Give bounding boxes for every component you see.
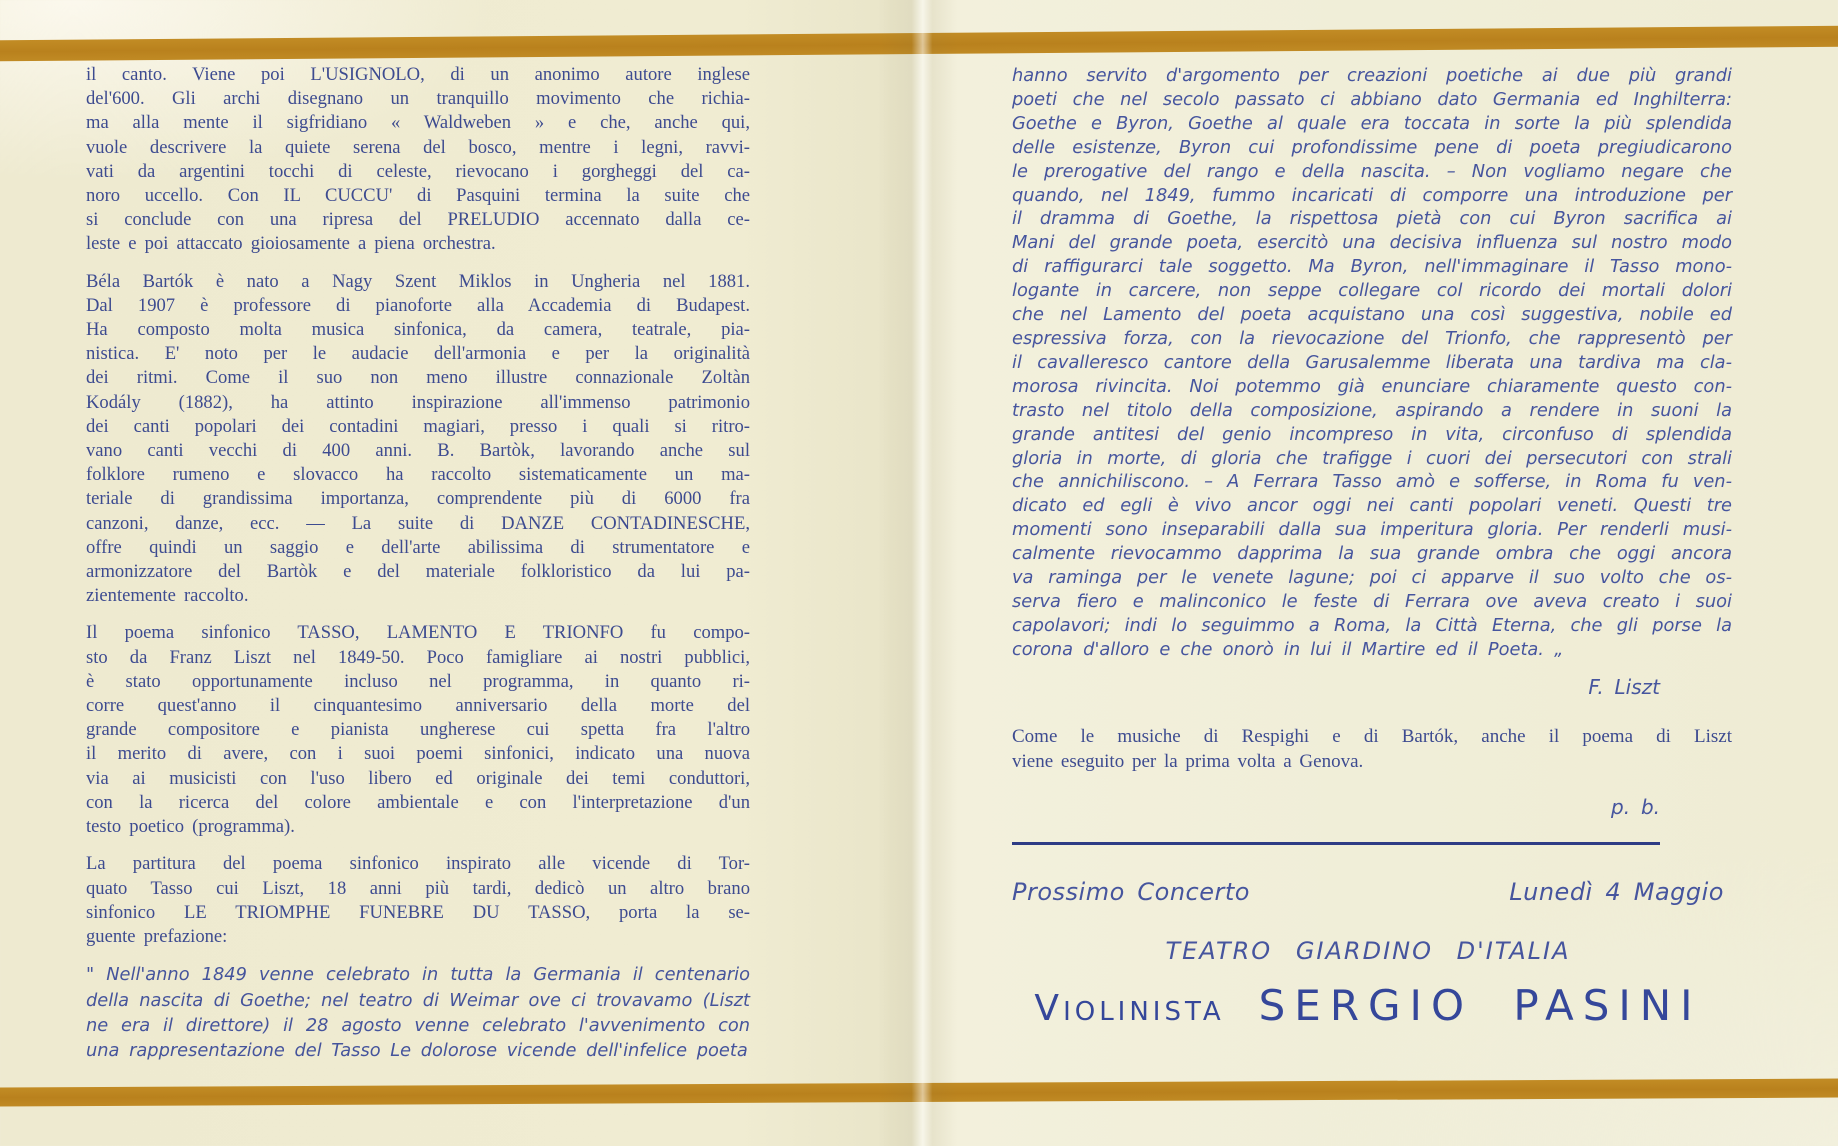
text-line: momenti sono inseparabili dalla sua imperitura gloria. Per renderli musi- xyxy=(1012,519,1732,541)
text-line: Dal 1907 è professore di pianoforte alla Accademia di Budapest. xyxy=(86,294,750,316)
liszt-preface-quote xyxy=(1012,64,1732,662)
text-line: quato Tasso cui Liszt, 18 anni più tardi, dedicò un altro brano xyxy=(86,877,750,899)
text-line: grande compositore e pianista ungherese cui spetta fra l'altro xyxy=(86,719,750,741)
text-line: corre quest'anno il cinquantesimo anniversario della morte del xyxy=(86,695,750,717)
text-line: testo poetico (programma). xyxy=(86,816,295,838)
text-line: nistica. E' noto per le audacie dell'armonia e per la originalità xyxy=(86,343,750,365)
text-line: corona d'alloro e che onorò in lui il Martire ed il Poeta. „ xyxy=(1012,638,1564,660)
paragraph-liszt-preface-start xyxy=(86,962,750,1064)
text-line: di raffigurarci tale soggetto. Ma Byron, nell'immaginare il Tasso mono- xyxy=(1012,256,1732,278)
text-line: delle esistenze, Byron cui profondissime pene di poeta pregiudicarono xyxy=(1012,136,1732,158)
text-line: calmente rievocammo dapprima la sua grande ombra che oggi ancora xyxy=(1012,543,1732,565)
text-line: capolavori; indi lo seguimmo a Roma, la Città Eterna, che gli porse la xyxy=(1012,614,1732,636)
gold-band-bottom xyxy=(0,1078,1838,1106)
text-line: il canto. Viene poi L'USIGNOLO, di un anonimo autore inglese xyxy=(86,64,750,85)
text-line: ma alla mente il sigfridiano « Waldweben » e che, anche qui, xyxy=(86,112,750,134)
text-line: morosa rivincita. Noi potemmo già enunciare chiaramente questo con- xyxy=(1012,375,1732,397)
text-line: trasto nel titolo della composizione, aspirando a rendere in suoni la xyxy=(1012,399,1732,421)
text-line: che annichiliscono. – A Ferrara Tasso amò e sofferse, in Roma fu ven- xyxy=(1012,471,1732,493)
text-line: zientemente raccolto. xyxy=(86,585,249,607)
text-line: sinfonico LE TRIOMPHE FUNEBRE DU TASSO, porta la se- xyxy=(86,901,750,923)
next-concert-label: Prossimo Concerto xyxy=(1012,878,1250,907)
text-line: Il poema sinfonico TASSO, LAMENTO E TRIONFO fu compo- xyxy=(86,622,750,644)
gold-band-top xyxy=(0,26,1838,62)
text-line: offre quindi un saggio e dell'arte abilissima di strumentatore e xyxy=(86,536,750,558)
paragraph-usignolo xyxy=(86,63,750,257)
paragraph-partitura xyxy=(86,852,750,949)
author-initials: p. b. xyxy=(1611,794,1660,819)
text-line: Ha composto molta musica sinfonica, da camera, teatrale, pia- xyxy=(86,319,750,341)
text-line: Mani del grande poeta, esercitò una decisiva influenza sul nostro modo xyxy=(1012,232,1732,254)
text-line: serva fiero e malinconico le feste di Ferrara ove aveva creato i suoi xyxy=(1012,590,1732,612)
text-line: espressiva forza, con la rievocazione del Trionfo, che rappresentò per xyxy=(1012,327,1732,349)
text-line: logante in carcere, non seppe collegare col ricordo dei mortali dolori xyxy=(1012,280,1732,302)
text-line: vuole descrivere la quiete serena del bosco, mentre i legni, ravvi- xyxy=(86,136,750,158)
text-line: quando, nel 1849, fummo incaricati di comporre una introduzione per xyxy=(1012,184,1732,206)
text-line: via ai musicisti con l'uso libero ed originale dei temi conduttori, xyxy=(86,767,750,789)
text-line: va raminga per le venete lagune; poi ci apparve il suo volto che os- xyxy=(1012,567,1732,589)
text-line: che nel Lamento del poeta acquistano una così suggestiva, nobile ed xyxy=(1012,304,1732,326)
text-line: Goethe e Byron, Goethe al quale era toccata in sorte la più splendida xyxy=(1012,112,1732,134)
text-line: del'600. Gli archi disegnano un tranquillo movimento che richia- xyxy=(86,88,750,110)
text-line: con la ricerca del colore ambientale e con l'interpretazione d'un xyxy=(86,791,750,813)
text-line: gloria in morte, di gloria che trafigge i cuori dei persecutori con strali xyxy=(1012,447,1732,469)
text-line: il cavalleresco cantore della Garusalemme liberata una tardiva ma cla- xyxy=(1012,351,1732,373)
signature-f-liszt: F. Liszt xyxy=(1588,674,1660,699)
center-fold-crease xyxy=(878,0,958,1146)
text-line: Béla Bartók è nato a Nagy Szent Miklos in Ungheria nel 1881. xyxy=(86,270,750,292)
text-line: della nascita di Goethe; nel teatro di Weimar ove ci trovavamo (Liszt xyxy=(86,989,750,1011)
text-line: grande antitesi del genio incompreso in vita, circonfuso di splendida xyxy=(1012,423,1732,445)
text-line: noro uccello. Con IL CUCCU' di Pasquini termina la suite che xyxy=(86,185,750,207)
text-line: si conclude con una ripresa del PRELUDIO accennato dalla ce- xyxy=(86,209,750,231)
text-line: sto da Franz Liszt nel 1849-50. Poco famigliare ai nostri pubblici, xyxy=(86,646,750,668)
left-page-text xyxy=(86,63,750,1077)
text-line: il dramma di Goethe, la rispettosa pietà con cui Byron sacrifica ai xyxy=(1012,208,1732,230)
note-first-performance xyxy=(1012,724,1732,774)
text-line: una rappresentazione del Tasso Le dolorose vicende dell'infelice poeta xyxy=(86,1040,748,1062)
paragraph-tasso-poem xyxy=(86,621,750,839)
text-line: è stato opportunamente incluso nel programma, in quanto ri- xyxy=(86,670,750,692)
divider-rule xyxy=(1012,842,1660,845)
text-line: armonizzatore del Bartòk e del materiale folkloristico da lui pa- xyxy=(86,561,750,583)
text-line: canzoni, danze, ecc. — La suite di DANZE CONTADINESCHE, xyxy=(86,512,750,534)
right-page-text xyxy=(1012,64,1732,1031)
text-line: leste e poi attaccato gioiosamente a piena orchestra. xyxy=(86,233,496,255)
text-line: dicato ed egli è vivo ancor oggi nei canti popolari veneti. Questi tre xyxy=(1012,495,1732,517)
text-line: le prerogative del rango e della nascita. – Non vogliamo negare che xyxy=(1012,160,1732,182)
paragraph-bartok-bio xyxy=(86,270,750,609)
text-line: vano canti vecchi di 400 anni. B. Bartòk, lavorando anche sul xyxy=(86,440,750,462)
performer-role: VIOLINISTA xyxy=(1034,988,1225,1030)
text-line: dei ritmi. Come il suo non meno illustre connazionale Zoltàn xyxy=(86,367,750,389)
performer-name: SERGIO PASINI xyxy=(1258,981,1702,1031)
text-line: Come le musiche di Respighi e di Bartók, anche il poema di Liszt xyxy=(1012,725,1732,747)
text-line: viene eseguito per la prima volta a Genova. xyxy=(1012,750,1364,772)
text-line: teriale di grandissima importanza, comprendente più di 6000 fra xyxy=(86,488,750,510)
text-line: Kodály (1882), ha attinto inspirazione all'immenso patrimonio xyxy=(86,391,750,413)
text-line: " Nell'anno 1849 venne celebrato in tutta la Germania il centenario xyxy=(86,964,750,986)
text-line: folklore rumeno e slovacco ha raccolto sistematicamente un ma- xyxy=(86,464,750,486)
text-line: La partitura del poema sinfonico inspirato alle vicende di Tor- xyxy=(86,853,750,875)
text-line: poeti che nel secolo passato ci abbiano dato Germania ed Inghilterra: xyxy=(1012,88,1732,110)
text-line: vati da argentini tocchi di celeste, rievocano i gorgheggi del ca- xyxy=(86,160,750,182)
performer-line xyxy=(1012,981,1724,1031)
text-line: hanno servito d'argomento per creazioni poetiche ai due più grandi xyxy=(1012,65,1732,86)
text-line: il merito di avere, con i suoi poemi sinfonici, indicato una nuova xyxy=(86,743,750,765)
venue-name: TEATRO GIARDINO D'ITALIA xyxy=(1165,937,1571,966)
text-line: dei canti popolari dei contadini magiari, presso i quali si ritro- xyxy=(86,415,750,437)
next-concert-date: Lunedì 4 Maggio xyxy=(1509,878,1724,907)
text-line: guente prefazione: xyxy=(86,925,228,947)
next-concert-row xyxy=(1012,878,1724,907)
text-line: ne era il direttore) il 28 agosto venne celebrato l'avvenimento con xyxy=(86,1014,750,1036)
